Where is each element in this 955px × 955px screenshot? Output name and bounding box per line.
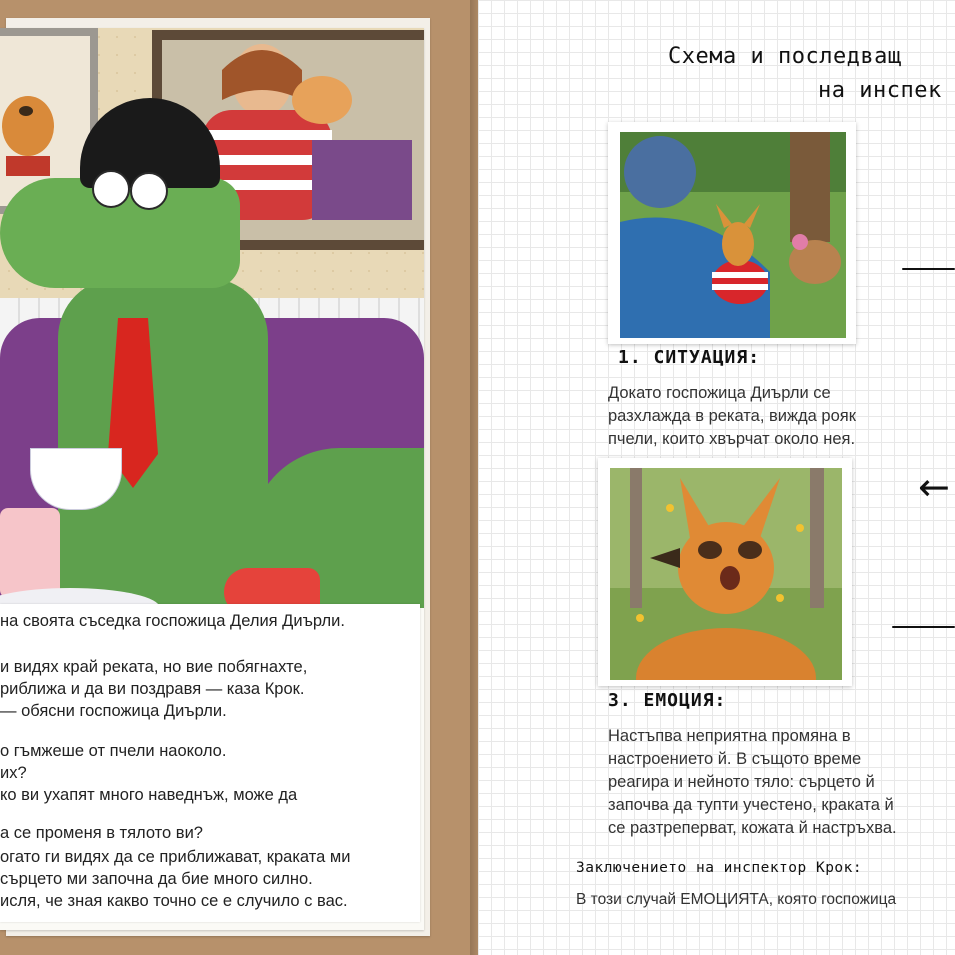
story-line: их? [0,764,27,782]
story-text-box [0,604,420,922]
story-line: ко ви ухапят много наведнъж, може да [0,786,298,804]
strawberry-cake [0,508,60,598]
emotion-line: се разтреперват, кожата й настръхва. [608,819,897,837]
left-arrow-icon: ← [918,465,950,509]
conclusion-text: В този случай ЕМОЦИЯТА, която госпожица [576,891,897,908]
story-line: и видях край реката, но вие побягнахте, [0,658,308,676]
story-line: а се променя в тялото ви? [0,824,203,842]
story-line: сърцето ми започна да бие много силно. [0,870,313,888]
story-line: на своята съседка госпожица Делия Диърли. [0,612,345,630]
situation-line: пчели, които хвърчат около нея. [608,430,856,448]
emotion-heading: 3. ЕМОЦИЯ: [608,690,727,711]
story-line: исля, че зная какво точно се е случило с вас. [0,892,348,910]
crocodile-body [58,278,268,608]
emotion-line: реагира и нейното тяло: сърцето й [608,773,875,791]
red-shoe [224,568,320,608]
page-title-line-1: Схема и последващ [668,44,902,69]
crocodile-tea-illustration [0,28,424,608]
emotion-line: Настъпва неприятна промяна в [608,727,851,745]
conclusion-title: Заключението на инспектор Крок: [576,860,863,876]
story-line: о гъмжеше от пчели наоколо. [0,742,227,760]
situation-heading: 1. СИТУАЦИЯ: [618,347,761,368]
story-line: огато ги видях да се приближават, краката ми [0,848,351,866]
situation-photo-card [608,122,856,344]
deer-in-river-picture [620,132,846,338]
story-line: — обясни госпожица Диърли. [0,702,227,720]
crocodile-eye-right [130,172,168,210]
story-line: риближа и да ви поздравя — каза Крок. [0,680,305,698]
page-title-line-2: на инспек [818,78,942,103]
situation-line: разхлажда в реката, вижда рояк [608,407,856,425]
crocodile-eye-left [92,170,130,208]
arrow-line-1 [902,268,955,270]
emotion-line: настроението й. В същото време [608,750,862,768]
right-page [478,0,955,955]
scared-deer-bees-picture [610,468,842,680]
situation-line: Докато госпожица Диърли се [608,384,831,402]
arrow-line-2 [892,626,955,628]
emotion-photo-card [598,458,852,686]
emotion-line: започва да тупти учестено, краката й [608,796,894,814]
